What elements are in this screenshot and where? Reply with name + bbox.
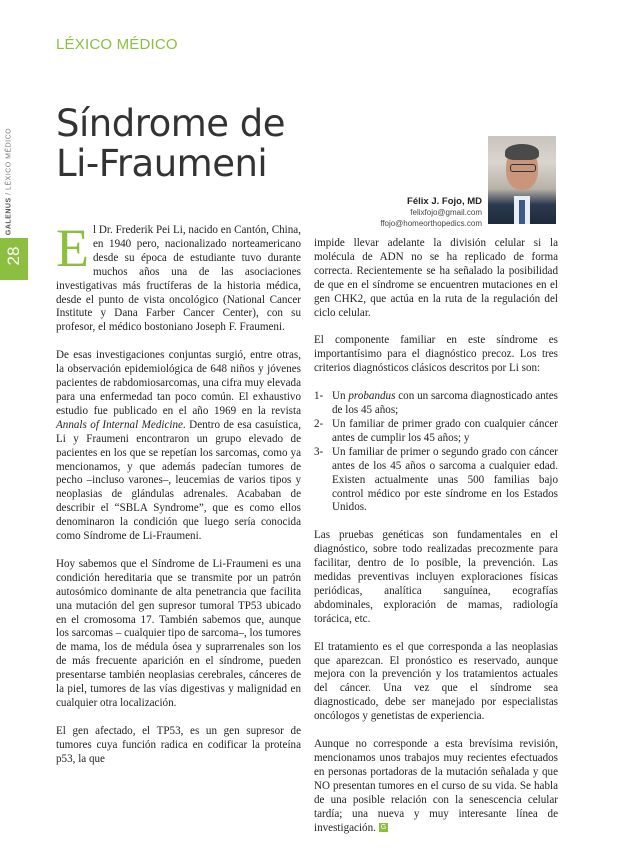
photo-tie [519,200,525,224]
paragraph-gene: El gen afectado, el TP53, es un gen supresor de tumores cuya función radica en codificar la proteína p53, la que [56,724,301,765]
paragraph-research-a: De esas investigaciones conjuntas surgió, entre otras, la observación epidemiológica de 648 niños y jóvenes pacientes de rabdomiosarcomas, una cifra muy elevada para una enfermedad tan poco común. El exhaustivo estudio fue publicado en el año 1969 en la revista [56,349,301,417]
author-email-2[interactable]: ffojo@homeorthopedics.com [380,219,482,228]
list-text-post: con un sarcoma diagnosticado antes de los 45 años; [332,390,558,417]
author-block [380,196,482,229]
criteria-item [314,390,558,418]
paragraph-gene-cont: impide llevar adelante la división celular si la molécula de ADN no se ha replicado de forma correcta. Recientemente se ha señalado la posibilidad de que en el síndrome se encuentren mutaciones en el gen CHK2, que actúa en la ruta de la regulación del ciclo celular. [314,237,558,319]
paragraph-intro [56,218,301,335]
column-left [56,218,301,781]
list-text: Un familiar de primer grado con cualquier cáncer antes de cumplir los 45 años; y [332,417,558,444]
paragraph-research [56,349,301,544]
paragraph-closing [314,738,558,835]
paragraph-criteria-intro: El componente familiar en este síndrome es importantísimo para el diagnóstico precoz. Los tres criterios diagnósticos clásicos descritos por Li son: [314,334,558,375]
journal-name: Annals of Internal Medicine [56,418,183,431]
title-line-1: Síndrome de [56,102,286,145]
end-mark-icon: G [380,824,387,832]
drop-cap: E [56,218,89,278]
paragraph-intro-text: l Dr. Frederik Pei Li, nacido en Cantón, China, en 1940 pero, nacionalizado norteamericano desde su época de estudiante tuvo durante muchos años una de las asociaciones investigativas más fructíferas de la historia médica, desde el punto de vista oncológico (National Cancer Institute y Dana Farber Cancer Center), con su profesor, el médico bostoniano Joseph F. Fraumeni. [56,224,301,334]
side-brand: GALENUS [5,197,13,236]
list-text: Un [332,390,349,403]
list-emphasis: probandus [348,390,396,403]
paragraph-treatment: El tratamiento es el que corresponda a las neoplasias que aparezcan. El pronóstico es reservado, aunque mejora con la prevención y los tratamientos actuales del cáncer. Una vez que el síndrome sea diagnosticado, debe ser manejado por especialistas oncólogos y genetistas de experiencia. [314,640,558,723]
photo-glasses [510,164,536,172]
paragraph-closing-text: Aunque no corresponde a esta brevísima revisión, mencionamos unos trabajos muy recientes efectuados en personas portadoras de la mutación señalada y que NO presentan tumores en el curso de su vida. Se habla de una posible relación con la senescencia celular tardía; una nueva y muy interesante línea de investigación. [314,738,558,834]
author-photo [488,136,556,224]
photo-hair [505,144,539,160]
section-header: LÉXICO MÉDICO [56,36,178,53]
side-running-label [6,117,13,247]
list-number: 2- [314,417,324,430]
side-section: / LÉXICO MÉDICO [5,127,13,198]
list-number: 3- [314,445,324,458]
paragraph-hereditary: Hoy sabemos que el Síndrome de Li-Fraumeni es una condición hereditaria que se transmite por un patrón autosómico dominante de alta penetrancia que facilita una mutación del gen supresor tumoral TP53 ubicado en el cromosoma 17. También sabemos que, aunque los sarcomas – cualquier tipo de sarcoma–, los tumores de mama, los de médula ósea y suprarrenales son los de más frecuente aparición en el síndrome, pueden presentarse también neoplasias cerebrales, cánceres de la piel, tumores de las vías digestivas y malignidad en cualquier otra localización. [56,557,301,709]
author-name: Félix J. Fojo, MD [407,196,482,207]
title-line-2: Li-Fraumeni [56,142,268,185]
article-title [56,104,285,184]
list-text: Un familiar de primer o segundo grado con cáncer antes de los 45 años o sarcoma a cualquier edad. Existen actualmente unas 500 familias bajo control médico por este síndrome en los Estados Unidos. [332,445,558,514]
paragraph-research-b: . Dentro de esa casuística, Li y Fraumeni encontraron un grupo elevado de pacientes en los que se repetían los sarcomas, como ya mencionamos, y que además padecían tumores de pecho –incluso varones–, leucemias de varios tipos y neoplasias de glándulas adrenales. Acababan de describir el “SBLA Syndrome”, que es como ellos denominaron la condición que luego sería conocida como Síndrome de Li-Fraumeni. [56,418,301,543]
criteria-item [314,418,558,446]
page-number: 28 [4,246,23,266]
list-number: 1- [314,390,324,403]
column-right [314,237,558,849]
paragraph-genetic-tests: Las pruebas genéticas son fundamentales en el diagnóstico, sobre todo realizadas precozmente para facilitar, dentro de lo posible, la prevención. Las medidas preventivas incluyen exploraciones físicas periódicas, analítica sanguínea, ecografías abdominales, exploración de mamas, radiología torácica, etc. [314,529,558,625]
criteria-list [314,390,558,515]
author-email-1[interactable]: felixfojo@gmail.com [410,208,482,217]
criteria-item [314,446,558,516]
